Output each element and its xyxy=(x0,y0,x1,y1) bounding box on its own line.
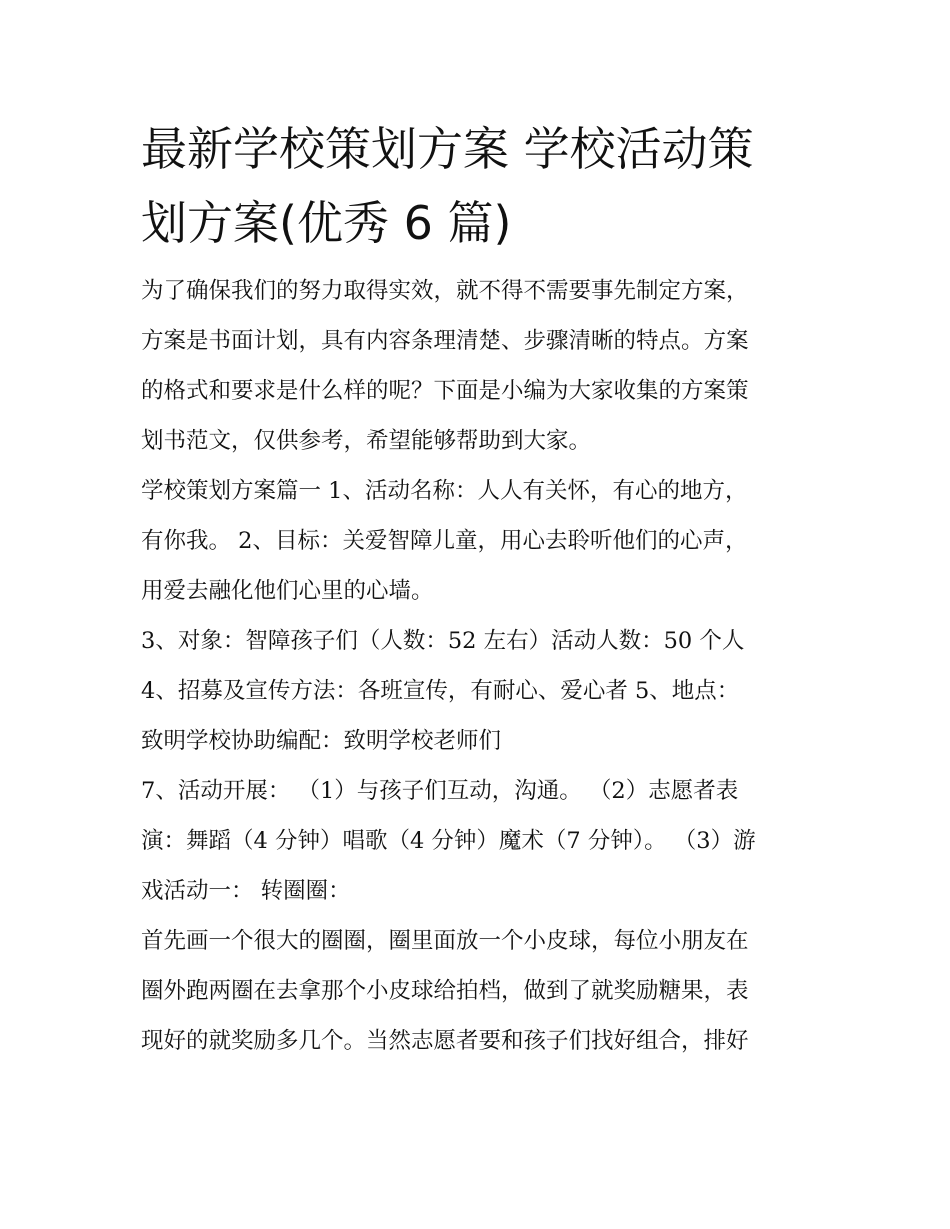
text-line: 首先画一个很大的圈圈，圈里面放一个小皮球，每位小朋友在 xyxy=(141,928,749,954)
text-line: 致明学校协助编配：致明学校老师们 xyxy=(141,728,502,754)
text-line: 有你我。 2、目标：关爱智障儿童，用心去聆听他们的心声， xyxy=(141,528,748,554)
document-title xyxy=(141,112,813,260)
text-line: 划书范文，仅供参考，希望能够帮助到大家。 xyxy=(141,428,592,454)
text-line: 演：舞蹈（4 分钟）唱歌（4 分钟）魔术（7 分钟）。 （3）游 xyxy=(141,828,756,854)
text-line: 戏活动一： 转圈圈： xyxy=(141,878,351,904)
activity-name-paragraph xyxy=(141,466,813,616)
text-line: 7、活动开展： （1）与孩子们互动，沟通。 （2）志愿者表 xyxy=(141,778,739,804)
text-line: 用爱去融化他们心里的心墙。 xyxy=(141,578,434,604)
text-line: 3、对象：智障孩子们（人数：52 左右）活动人数：50 个人 xyxy=(141,628,745,654)
text-line: 的格式和要求是什么样的呢？下面是小编为大家收集的方案策 xyxy=(141,378,749,404)
text-line: 现好的就奖励多几个。当然志愿者要和孩子们找好组合，排好 xyxy=(141,1028,749,1054)
text-line: 圈外跑两圈在去拿那个小皮球给拍档，做到了就奖励糖果，表 xyxy=(141,978,749,1004)
text-line: 学校策划方案篇一 1、活动名称：人人有关怀，有心的地方， xyxy=(141,478,748,504)
document-page xyxy=(141,112,813,1066)
text-line: 为了确保我们的努力取得实效，就不得不需要事先制定方案， xyxy=(141,278,749,304)
target-paragraph xyxy=(141,616,813,666)
activity-flow-paragraph xyxy=(141,766,813,916)
recruitment-paragraph xyxy=(141,666,813,766)
intro-paragraph xyxy=(141,266,813,466)
game-description-paragraph xyxy=(141,916,813,1066)
text-line: 4、招募及宣传方法：各班宣传，有耐心、爱心者 5、地点： xyxy=(141,678,740,704)
title-line: 最新学校策划方案 学校活动策 xyxy=(141,122,754,176)
text-line: 方案是书面计划，具有内容条理清楚、步骤清晰的特点。方案 xyxy=(141,328,749,354)
title-line: 划方案(优秀 6 篇) xyxy=(141,196,512,250)
